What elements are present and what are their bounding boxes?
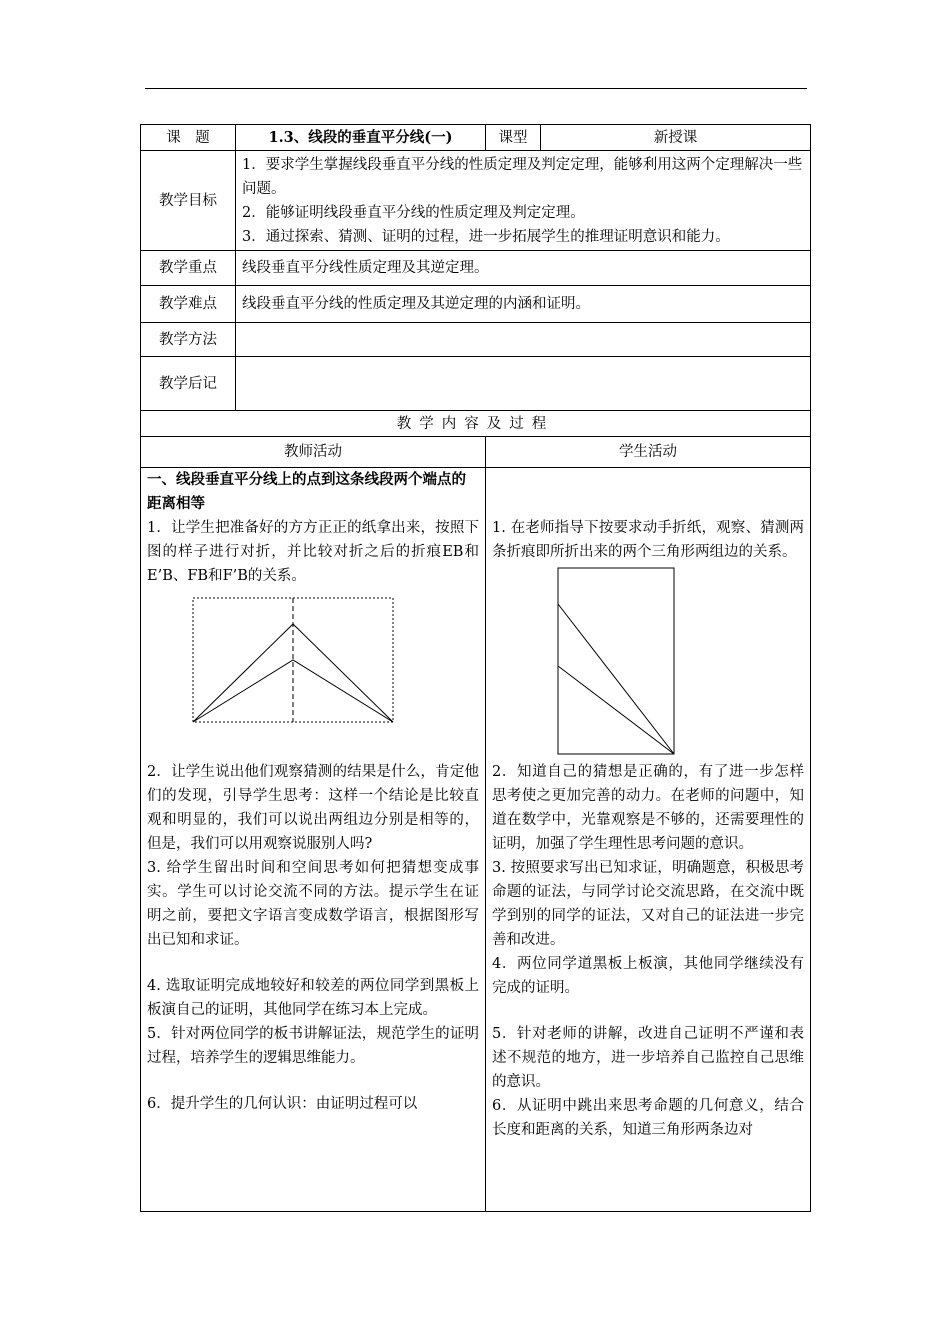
spacer [492, 1000, 804, 1022]
student-item: 2．知道自己的猜想是正确的，有了进一步怎样思考使之更加完善的动力。在老师的问题中，知道在数学中，光靠观察是不够的，还需要理性的证明，加强了学生理性思考问题的意识。 [492, 764, 805, 852]
course-title: 1.3、线段的垂直平分线(一) [236, 125, 486, 151]
folded-paper-outline [558, 568, 674, 754]
activity-header-row [141, 437, 811, 468]
course-type-label: 课型 [486, 125, 541, 151]
goals-label: 教学目标 [141, 151, 236, 251]
fold-diagram-student [492, 564, 802, 760]
method-value [236, 323, 811, 357]
key-point-value: 线段垂直平分线性质定理及其逆定理。 [236, 251, 811, 286]
goals-content [236, 151, 811, 251]
key-point-label: 教学重点 [141, 251, 236, 286]
goal-item: 2．能够证明线段垂直平分线的性质定理及判定定理。 [242, 204, 585, 221]
key-point-row [141, 251, 811, 286]
course-label: 课 题 [141, 125, 236, 151]
notes-value [236, 357, 811, 411]
course-type-value: 新授课 [541, 125, 811, 151]
goals-row [141, 151, 811, 251]
student-activity-cell [486, 468, 811, 1212]
student-item: 6．从证明中跳出来思考命题的几何意义，结合长度和距离的关系，知道三角形两条边对 [492, 1098, 805, 1138]
spacer [492, 468, 804, 516]
student-item: 4．两位同学道黑板上板演，其他同学继续没有完成的证明。 [492, 956, 805, 996]
process-title-row [141, 411, 811, 437]
teacher-item: 1．让学生把准备好的方方正正的纸拿出来，按照下图的样子进行对折，并比较对折之后的折痕EB和E’B、FB和F’B的关系。 [147, 520, 480, 584]
spacer [147, 1070, 479, 1092]
fold-diagram-teacher [147, 588, 447, 760]
header-rule [145, 88, 807, 89]
activity-content-row [141, 468, 811, 1212]
teacher-activity-cell [141, 468, 486, 1212]
section-title: 一、线段垂直平分线上的点到这条线段两个端点的距离相等 [147, 471, 466, 512]
spacer [147, 952, 479, 974]
teacher-activity-header: 教师活动 [141, 437, 486, 468]
student-item: 3. 按照要求写出已知求证，明确题意，积极思考命题的证法，与同学讨论交流思路，在交流中既学到别的同学的证法，又对自己的证法进一步完善和改进。 [492, 860, 805, 948]
notes-row [141, 357, 811, 411]
teacher-item: 3. 给学生留出时间和空间思考如何把猜想变成事实。学生可以讨论交流不同的方法。提示学生在证明之前，要把文字语言变成数学语言，根据图形写出已知和求证。 [147, 860, 480, 948]
method-row [141, 323, 811, 357]
student-item: 1. 在老师指导下按要求动手折纸，观察、猜测两条折痕即所折出来的两个三角形两组边的关系。 [492, 520, 805, 560]
goal-item: 1．要求学生掌握线段垂直平分线的性质定理及判定定理，能够利用这两个定理解决一些问题。 [242, 156, 803, 197]
teacher-item: 5．针对两位同学的板书讲解证法，规范学生的证明过程，培养学生的逻辑思维能力。 [147, 1026, 480, 1066]
goal-item: 3．通过探索、猜测、证明的过程，进一步拓展学生的推理证明意识和能力。 [242, 228, 730, 245]
method-label: 教学方法 [141, 323, 236, 357]
difficulty-label: 教学难点 [141, 286, 236, 323]
teacher-item: 2．让学生说出他们观察猜测的结果是什么，肯定他们的发现，引导学生思考：这样一个结论是比较直观和明显的，我们可以说出两组边分别是相等的，但是，我们可以用观察说服别人吗? [147, 764, 480, 852]
student-activity-header: 学生活动 [486, 437, 811, 468]
teacher-item: 4. 选取证明完成地较好和较差的两位同学到黑板上板演自己的证明，其他同学在练习本上完成。 [147, 978, 480, 1018]
difficulty-value: 线段垂直平分线的性质定理及其逆定理的内涵和证明。 [236, 286, 811, 323]
lesson-plan-table [140, 124, 811, 1212]
process-title: 教学内容及过程 [141, 411, 811, 437]
notes-label: 教学后记 [141, 357, 236, 411]
student-item: 5．针对老师的讲解，改进自己证明不严谨和表述不规范的地方，进一步培养自己监控自己思维的意识。 [492, 1026, 805, 1090]
difficulty-row [141, 286, 811, 323]
teacher-item: 6．提升学生的几何认识：由证明过程可以 [147, 1096, 418, 1112]
course-row [141, 125, 811, 151]
